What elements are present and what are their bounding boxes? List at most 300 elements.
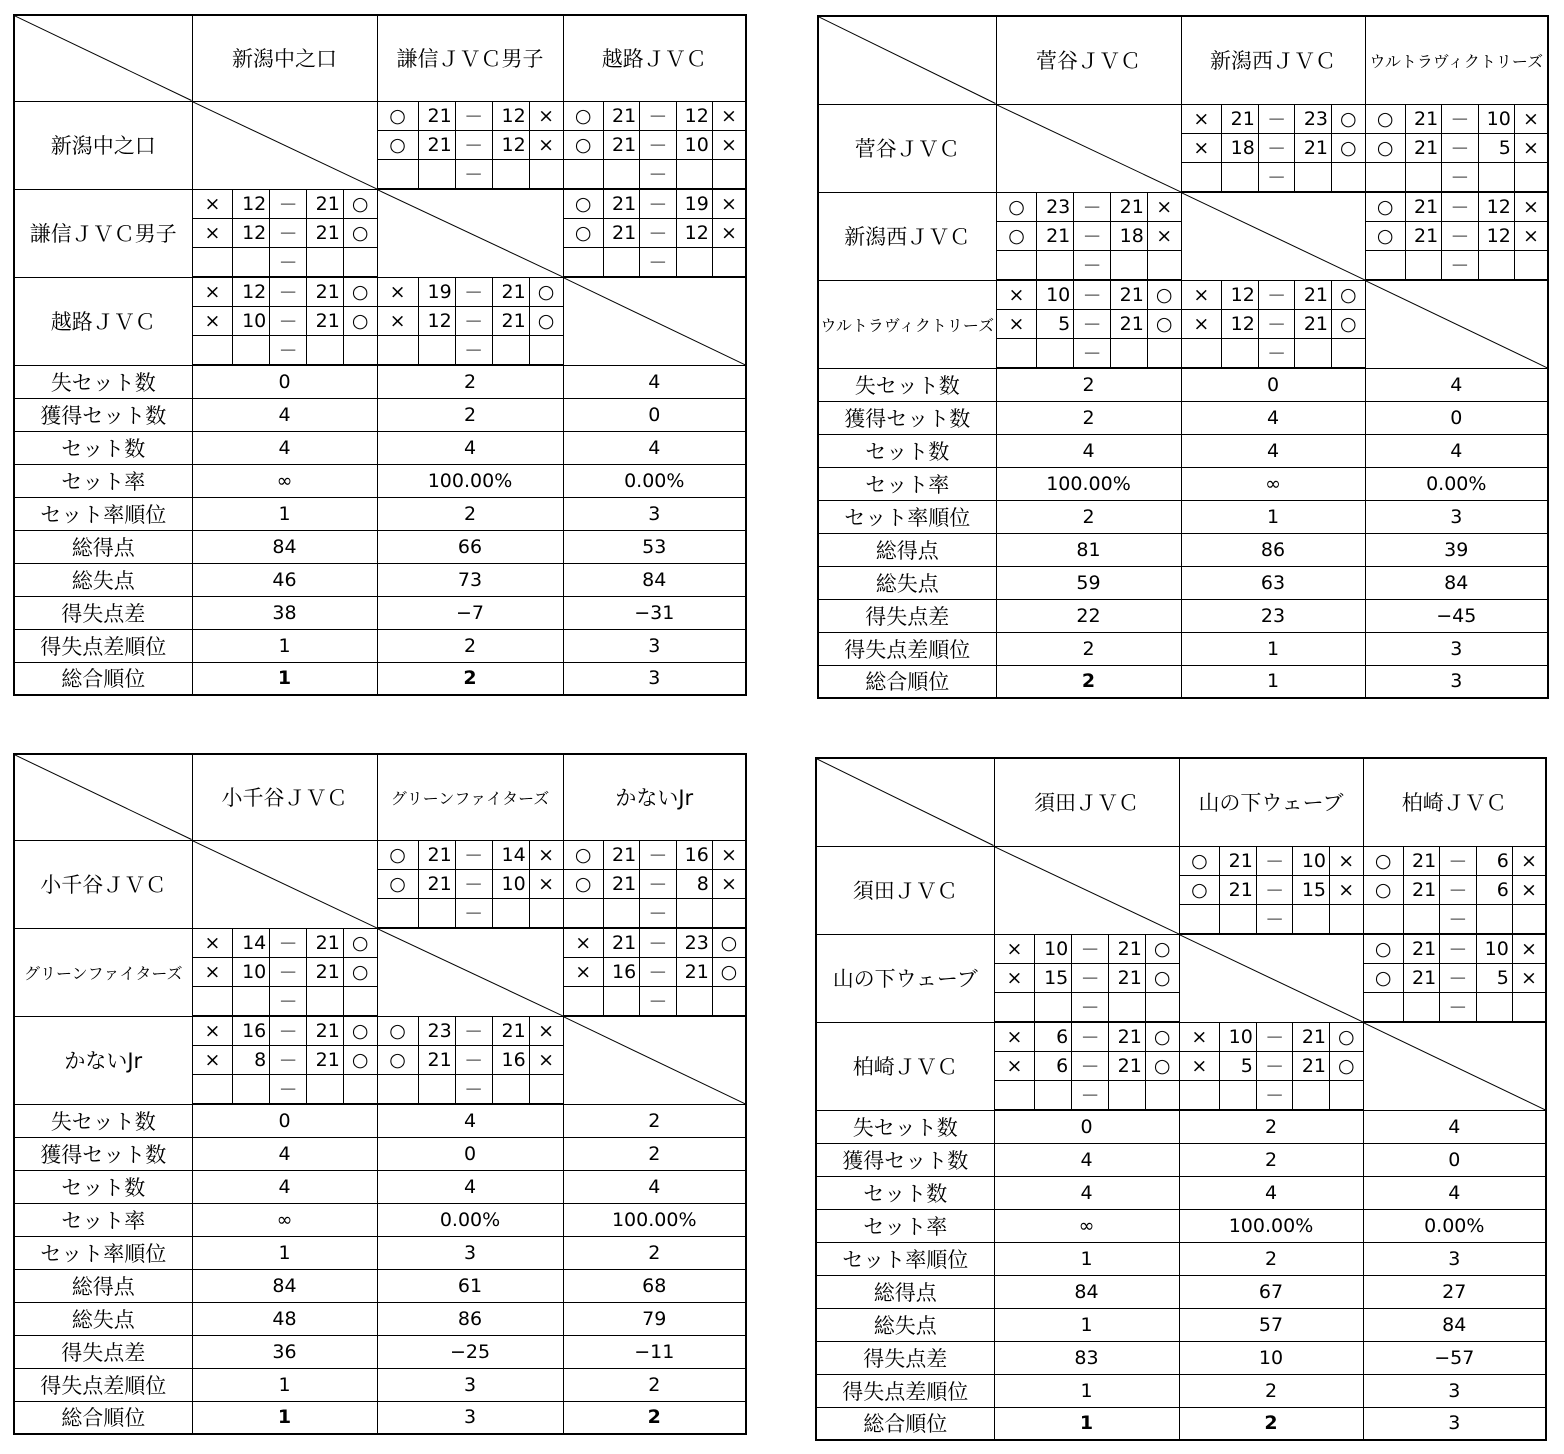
row-team-name: 柏崎ＪＶＣ [816,1022,994,1110]
stat-value: 4 [1181,401,1365,434]
score-dash: － [1074,250,1111,279]
own-score: 21 [1220,875,1257,904]
opponent-score: 21 [492,278,529,307]
stat-value: 1 [192,1236,377,1269]
stat-value: 4 [192,1170,377,1203]
match-cell [994,934,1179,1022]
own-score [1222,162,1259,191]
opponent-result-mark [1332,162,1365,191]
own-score: 21 [1222,105,1259,134]
stat-value: 3 [1363,1374,1546,1407]
own-score: 12 [233,218,270,247]
stat-value: −31 [563,596,746,629]
score-dash: － [1258,281,1295,310]
set-score-grid [193,1017,377,1104]
stat-value: 2 [996,500,1181,533]
set-score-grid [997,281,1181,368]
opponent-result-mark: ○ [1147,309,1180,338]
opponent-result-mark: × [1512,935,1545,964]
stat-value: 4 [192,431,377,464]
own-score [418,335,455,364]
diagonal-line [15,755,192,840]
set-result-mark: ○ [1364,963,1404,992]
opponent-result-mark [343,247,376,276]
stat-label: セット率順位 [816,1242,994,1275]
opponent-score [1293,904,1330,933]
opponent-score: 12 [492,102,529,131]
set-result-mark: × [193,1017,233,1046]
stat-value: 83 [994,1341,1179,1374]
own-score: 6 [1035,1051,1072,1080]
opponent-score: 21 [1293,1051,1330,1080]
match-cell [563,928,746,1016]
opponent-score [307,247,344,276]
stat-value: 84 [563,563,746,596]
opponent-score: 21 [1109,935,1146,964]
league-table [13,753,747,1435]
column-team-name: 小千谷ＪＶＣ [192,754,377,840]
stat-label: セット率順位 [14,497,192,530]
set-result-mark: × [1182,281,1222,310]
stat-value: 86 [377,1302,563,1335]
stat-value: 84 [994,1275,1179,1308]
match-cell [377,840,563,928]
score-dash: － [455,159,492,188]
score-dash: － [640,841,676,870]
opponent-score: 12 [1478,193,1514,222]
opponent-result-mark: × [529,869,562,898]
opponent-score: 21 [307,218,344,247]
set-result-mark: × [995,963,1035,992]
stat-value: 4 [996,434,1181,467]
stat-value: 0 [1365,401,1548,434]
stat-label: 得失点差順位 [14,1368,192,1401]
own-score: 10 [233,306,270,335]
opponent-score: 19 [676,190,712,219]
match-cell [377,101,563,189]
opponent-result-mark: × [529,841,562,870]
score-dash: － [1442,162,1478,191]
stat-value: 1 [994,1374,1179,1407]
stat-label: 総得点 [818,533,996,566]
opponent-score: 21 [1111,281,1148,310]
set-result-mark: × [193,929,233,958]
opponent-result-mark: ○ [712,957,745,986]
score-dash: － [1072,1023,1109,1052]
score-dash: － [1442,105,1478,134]
stat-value: 4 [1365,368,1548,401]
own-score [233,335,270,364]
opponent-score [1476,904,1512,933]
score-dash: － [640,130,676,159]
stat-label: 失セット数 [14,365,192,398]
opponent-result-mark: × [1514,221,1547,250]
own-score: 12 [1222,309,1259,338]
stat-label: セット数 [14,1170,192,1203]
own-score: 21 [1403,875,1439,904]
opponent-result-mark [1512,992,1545,1021]
own-score: 16 [603,957,639,986]
set-result-mark: × [995,1023,1035,1052]
own-score: 15 [1035,963,1072,992]
opponent-score: 18 [1111,221,1148,250]
stat-value: −7 [377,596,563,629]
opponent-result-mark [1332,338,1365,367]
set-result-mark: ○ [1366,221,1406,250]
opponent-score: 21 [1109,963,1146,992]
set-result-mark [378,1074,419,1103]
set-result-mark [1366,162,1406,191]
own-score: 21 [418,102,455,131]
score-dash: － [455,869,492,898]
score-dash: － [640,102,676,131]
opponent-result-mark: × [529,1045,562,1074]
own-score: 21 [603,218,639,247]
set-result-mark: × [193,1045,233,1074]
score-dash: － [1072,935,1109,964]
score-dash: － [1074,193,1111,222]
row-team-name: 須田ＪＶＣ [816,846,994,934]
stat-label: 獲得セット数 [816,1143,994,1176]
stat-label: 得失点差 [816,1341,994,1374]
stat-label: 失セット数 [14,1104,192,1137]
self-match-cell [377,189,563,277]
opponent-result-mark [529,1074,562,1103]
stat-label: 得失点差順位 [816,1374,994,1407]
row-team-name: 菅谷ＪＶＣ [818,104,996,192]
opponent-result-mark [1514,250,1547,279]
opponent-result-mark: × [529,102,562,131]
set-result-mark [564,247,604,276]
self-match-cell [1365,280,1548,368]
diagonal-line [819,17,996,104]
score-dash: － [455,898,492,927]
score-dash: － [455,1045,492,1074]
set-score-grid [1366,105,1548,192]
diagonal-line [378,190,563,277]
stat-value: 1 [192,1401,377,1434]
opponent-score [492,335,529,364]
row-team-name: 小千谷ＪＶＣ [14,840,192,928]
opponent-score: 6 [1476,875,1512,904]
opponent-score [1476,992,1512,1021]
stat-value: −11 [563,1335,746,1368]
stat-value: 1 [1181,665,1365,698]
set-result-mark: ○ [564,869,604,898]
score-dash: － [1442,250,1478,279]
score-dash: － [270,1017,307,1046]
opponent-result-mark: ○ [1332,105,1365,134]
opponent-score: 6 [1476,847,1512,876]
stat-value: 22 [996,599,1181,632]
row-team-name: 越路ＪＶＣ [14,277,192,365]
own-score [1405,250,1441,279]
match-cell [192,928,377,1016]
set-result-mark: ○ [564,190,604,219]
opponent-score: 12 [492,130,529,159]
stat-value: 100.00% [1179,1209,1363,1242]
set-result-mark: × [193,278,233,307]
diagonal-line [193,102,377,189]
set-result-mark: × [1182,105,1222,134]
set-score-grid [1366,193,1548,280]
stat-value: 36 [192,1335,377,1368]
set-score-grid [1364,847,1546,934]
opponent-result-mark [529,335,562,364]
score-dash: － [1074,281,1111,310]
score-dash: － [1074,309,1111,338]
score-dash: － [455,130,492,159]
stat-label: セット数 [818,434,996,467]
stat-value: 0 [994,1110,1179,1143]
stat-value: 23 [1181,599,1365,632]
league-table [13,14,747,696]
opponent-score: 21 [307,1017,344,1046]
score-dash: － [455,335,492,364]
opponent-score: 21 [307,306,344,335]
column-team-name: 新潟西ＪＶＣ [1181,16,1365,104]
row-team-name: 山の下ウェーブ [816,934,994,1022]
opponent-score: 21 [307,1045,344,1074]
stat-label: セット数 [816,1176,994,1209]
opponent-score [676,898,712,927]
league-table [817,15,1549,699]
opponent-score: 10 [1293,847,1330,876]
score-dash: － [1442,133,1478,162]
column-team-name: 柏崎ＪＶＣ [1363,758,1546,846]
set-result-mark: ○ [1180,875,1220,904]
own-score: 18 [1222,133,1259,162]
opponent-score [1109,1080,1146,1109]
opponent-result-mark: ○ [529,306,562,335]
own-score: 23 [418,1017,455,1046]
set-result-mark: ○ [1364,935,1404,964]
stat-value: 66 [377,530,563,563]
opponent-score: 21 [492,306,529,335]
opponent-result-mark: × [712,130,745,159]
opponent-score: 12 [676,218,712,247]
opponent-result-mark: ○ [1332,133,1365,162]
score-dash: － [270,986,307,1015]
match-cell [1179,1022,1363,1110]
stat-value: 4 [192,1137,377,1170]
opponent-score: 21 [1295,281,1332,310]
opponent-result-mark: ○ [1145,935,1178,964]
stat-label: 総得点 [14,1269,192,1302]
stat-value: 4 [994,1143,1179,1176]
set-result-mark: ○ [997,193,1037,222]
stat-label: 獲得セット数 [14,398,192,431]
stat-value: 0.00% [563,464,746,497]
score-dash: － [270,929,307,958]
column-team-name: かないJr [563,754,746,840]
opponent-result-mark: × [1512,963,1545,992]
set-score-grid [193,929,377,1016]
stat-value: 4 [377,1170,563,1203]
stat-value: 100.00% [563,1203,746,1236]
own-score [603,898,639,927]
match-cell [1179,846,1363,934]
stat-label: 総合順位 [14,1401,192,1434]
set-result-mark: ○ [1366,193,1406,222]
self-match-cell [192,840,377,928]
row-team-name: かないJr [14,1016,192,1104]
opponent-score: 21 [1109,1023,1146,1052]
stat-label: 失セット数 [816,1110,994,1143]
own-score [1403,992,1439,1021]
row-team-name: グリーンファイターズ [14,928,192,1016]
stat-value: 84 [1365,566,1548,599]
stat-value: 4 [994,1176,1179,1209]
stat-value: 2 [1179,1407,1363,1440]
opponent-score [307,335,344,364]
set-result-mark: ○ [378,869,419,898]
opponent-result-mark: × [1514,193,1547,222]
stat-label: 総失点 [14,1302,192,1335]
own-score [1037,338,1074,367]
own-score [603,159,639,188]
self-match-cell [996,104,1181,192]
stat-value: 0 [1181,368,1365,401]
score-dash: － [1256,1023,1293,1052]
set-result-mark: × [193,306,233,335]
opponent-result-mark [712,247,745,276]
stat-value: 4 [1179,1176,1363,1209]
stat-label: 得失点差 [14,596,192,629]
opponent-result-mark: × [712,190,745,219]
stat-label: セット率 [818,467,996,500]
opponent-score: 21 [307,190,344,219]
stat-value: 2 [563,1401,746,1434]
opponent-score [492,1074,529,1103]
stat-value: 4 [1365,434,1548,467]
stat-value: 0 [377,1137,563,1170]
stat-value: 4 [1363,1176,1546,1209]
set-result-mark [1364,992,1404,1021]
opponent-score: 21 [1111,193,1148,222]
opponent-result-mark: ○ [712,929,745,958]
own-score: 10 [1220,1023,1257,1052]
stat-value: 2 [1179,1242,1363,1275]
opponent-score [1111,250,1148,279]
set-result-mark [193,247,233,276]
opponent-result-mark [1512,904,1545,933]
score-dash: － [1256,904,1293,933]
score-dash: － [640,929,676,958]
stat-value: 1 [994,1407,1179,1440]
opponent-score: 5 [1476,963,1512,992]
stat-value: 0 [192,365,377,398]
column-team-name: 須田ＪＶＣ [994,758,1179,846]
stat-value: 38 [192,596,377,629]
set-result-mark: ○ [378,841,419,870]
column-team-name: グリーンファイターズ [377,754,563,840]
opponent-result-mark: ○ [343,929,376,958]
own-score: 21 [603,869,639,898]
score-dash: － [1256,847,1293,876]
score-dash: － [455,306,492,335]
set-result-mark: ○ [564,841,604,870]
opponent-score: 21 [1295,309,1332,338]
stat-value: 0 [192,1104,377,1137]
opponent-score: 10 [1476,935,1512,964]
own-score: 21 [1220,847,1257,876]
match-cell [192,277,377,365]
score-dash: － [1258,133,1295,162]
stat-value: 39 [1365,533,1548,566]
stat-value: ∞ [994,1209,1179,1242]
set-score-grid [378,102,563,189]
own-score [418,159,455,188]
score-dash: － [270,218,307,247]
stat-value: 3 [377,1401,563,1434]
opponent-score: 16 [676,841,712,870]
opponent-result-mark: ○ [343,306,376,335]
stat-value: 84 [192,1269,377,1302]
set-result-mark [1366,250,1406,279]
set-result-mark: ○ [378,102,419,131]
match-cell [996,280,1181,368]
stat-value: 3 [1365,632,1548,665]
stat-label: 総得点 [816,1275,994,1308]
set-score-grid [564,190,746,277]
opponent-result-mark: ○ [343,278,376,307]
set-result-mark [193,1074,233,1103]
stat-value: 0.00% [1363,1209,1546,1242]
opponent-result-mark [343,1074,376,1103]
stat-value: 4 [563,1170,746,1203]
set-result-mark: ○ [997,221,1037,250]
score-dash: － [1072,1080,1109,1109]
stat-value: −57 [1363,1341,1546,1374]
stat-label: 総得点 [14,530,192,563]
set-score-grid [1182,105,1365,192]
score-dash: － [640,159,676,188]
stat-value: 4 [563,365,746,398]
own-score [1405,162,1441,191]
stat-value: 53 [563,530,746,563]
stat-value: 86 [1181,533,1365,566]
stat-value: 2 [377,629,563,662]
own-score: 5 [1220,1051,1257,1080]
opponent-score: 10 [676,130,712,159]
score-dash: － [1440,935,1476,964]
stat-label: 総合順位 [818,665,996,698]
own-score: 21 [1405,133,1441,162]
stat-value: 2 [996,665,1181,698]
diagonal-line [1180,935,1363,1022]
diagonal-line [378,929,563,1016]
match-cell [192,1016,377,1104]
score-dash: － [1072,1051,1109,1080]
opponent-result-mark: × [1512,875,1545,904]
self-match-cell [377,928,563,1016]
own-score [233,247,270,276]
diagonal-line [995,847,1179,934]
own-score: 21 [603,130,639,159]
stat-value: 4 [1181,434,1365,467]
own-score [603,986,639,1015]
diagonal-line [564,278,746,365]
stat-label: 総失点 [816,1308,994,1341]
self-match-cell [994,846,1179,934]
opponent-result-mark: ○ [1145,1023,1178,1052]
stat-value: 79 [563,1302,746,1335]
opponent-result-mark: ○ [1147,281,1180,310]
score-dash: － [270,335,307,364]
score-dash: － [1440,875,1476,904]
own-score: 21 [418,869,455,898]
